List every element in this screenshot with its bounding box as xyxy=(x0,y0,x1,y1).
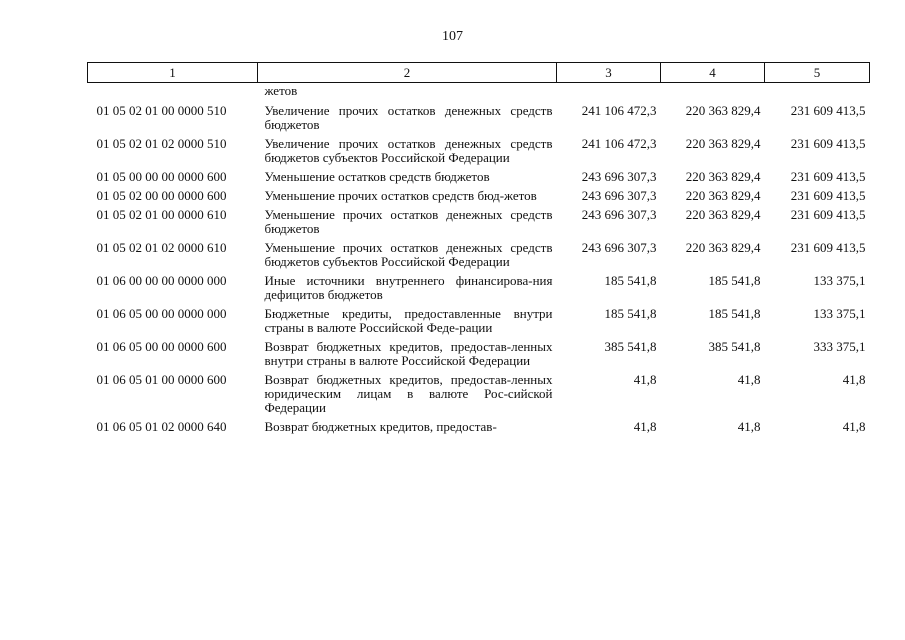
row-name: Возврат бюджетных кредитов, предостав-ленных внутри страны в валюте Российской Федерации xyxy=(264,339,553,368)
budget-sources-table xyxy=(87,62,870,439)
row-value-5: 333 375,1 xyxy=(813,339,866,354)
row-value-4: 220 363 829,4 xyxy=(685,169,761,184)
row-value-3: 185 541,8 xyxy=(604,306,657,321)
row-value-4: 385 541,8 xyxy=(708,339,761,354)
table-row xyxy=(88,274,870,307)
row-name: Уменьшение остатков средств бюджетов xyxy=(264,169,490,184)
row-code: 01 06 00 00 00 0000 000 xyxy=(96,273,227,288)
row-value-5: 133 375,1 xyxy=(813,306,866,321)
row-value-5: 231 609 413,5 xyxy=(790,136,866,151)
row-name: Возврат бюджетных кредитов, предостав-ленных юридическим лицам в валюте Рос-сийской Федерации xyxy=(264,372,553,415)
row-value-3: 243 696 307,3 xyxy=(581,169,657,184)
table-row xyxy=(88,241,870,274)
column-header-5: 5 xyxy=(765,63,870,83)
row-value-4: 41,8 xyxy=(737,372,761,387)
row-name: Увеличение прочих остатков денежных средств бюджетов субъектов Российской Федерации xyxy=(264,136,553,165)
row-value-4: 220 363 829,4 xyxy=(685,240,761,255)
table-row xyxy=(88,189,870,208)
row-code: 01 06 05 00 00 0000 000 xyxy=(96,306,227,321)
row-code: 01 06 05 00 00 0000 600 xyxy=(96,339,227,354)
row-value-3: 243 696 307,3 xyxy=(581,188,657,203)
row-name: Иные источники внутреннего финансирова-ния дефицитов бюджетов xyxy=(264,273,553,302)
row-code: 01 05 02 01 00 0000 510 xyxy=(96,103,227,118)
continuation-cell-5 xyxy=(765,83,870,105)
row-name: Возврат бюджетных кредитов, предостав- xyxy=(264,419,497,434)
column-header-2: 2 xyxy=(258,63,557,83)
row-name: Бюджетные кредиты, предоставленные внутри страны в валюте Российской Феде-рации xyxy=(264,306,553,335)
row-value-5: 231 609 413,5 xyxy=(790,188,866,203)
row-value-5: 41,8 xyxy=(842,372,866,387)
table-row xyxy=(88,104,870,137)
table-header xyxy=(88,63,870,83)
column-header-1: 1 xyxy=(88,63,258,83)
row-code: 01 06 05 01 00 0000 600 xyxy=(96,372,227,387)
row-name: Увеличение прочих остатков денежных средств бюджетов xyxy=(264,103,553,132)
continuation-text: жетов xyxy=(264,83,298,98)
row-value-4: 41,8 xyxy=(737,419,761,434)
row-value-5: 231 609 413,5 xyxy=(790,240,866,255)
row-value-3: 241 106 472,3 xyxy=(581,103,657,118)
row-value-3: 241 106 472,3 xyxy=(581,136,657,151)
row-value-5: 231 609 413,5 xyxy=(790,207,866,222)
table-row xyxy=(88,373,870,420)
row-value-5: 231 609 413,5 xyxy=(790,169,866,184)
column-header-3: 3 xyxy=(557,63,661,83)
row-code: 01 06 05 01 02 0000 640 xyxy=(96,419,227,434)
row-name: Уменьшение прочих остатков денежных средств бюджетов субъектов Российской Федерации xyxy=(264,240,553,269)
row-value-3: 243 696 307,3 xyxy=(581,240,657,255)
row-value-5: 41,8 xyxy=(842,419,866,434)
row-code: 01 05 02 01 02 0000 510 xyxy=(96,136,227,151)
row-value-4: 220 363 829,4 xyxy=(685,207,761,222)
row-value-3: 41,8 xyxy=(633,372,657,387)
continuation-row xyxy=(88,83,870,105)
continuation-cell-4 xyxy=(661,83,765,105)
continuation-cell-3 xyxy=(557,83,661,105)
page-number: 107 xyxy=(442,29,463,44)
table-row xyxy=(88,307,870,340)
header-row xyxy=(88,63,870,83)
table-row xyxy=(88,420,870,439)
row-value-4: 185 541,8 xyxy=(708,273,761,288)
row-code: 01 05 00 00 00 0000 600 xyxy=(96,169,227,184)
row-value-3: 185 541,8 xyxy=(604,273,657,288)
row-value-4: 185 541,8 xyxy=(708,306,761,321)
table-row xyxy=(88,137,870,170)
column-header-4: 4 xyxy=(661,63,765,83)
table-row xyxy=(88,208,870,241)
row-code: 01 05 02 00 00 0000 600 xyxy=(96,188,227,203)
table-row xyxy=(88,340,870,373)
row-value-5: 231 609 413,5 xyxy=(790,103,866,118)
table-row xyxy=(88,170,870,189)
continuation-code-cell xyxy=(88,83,258,105)
row-code: 01 05 02 01 00 0000 610 xyxy=(96,207,227,222)
row-value-5: 133 375,1 xyxy=(813,273,866,288)
row-value-3: 385 541,8 xyxy=(604,339,657,354)
row-value-3: 243 696 307,3 xyxy=(581,207,657,222)
table-body xyxy=(88,83,870,440)
row-value-3: 41,8 xyxy=(633,419,657,434)
row-name: Уменьшение прочих остатков средств бюд-жетов xyxy=(264,188,537,203)
row-value-4: 220 363 829,4 xyxy=(685,103,761,118)
row-value-4: 220 363 829,4 xyxy=(685,188,761,203)
row-value-4: 220 363 829,4 xyxy=(685,136,761,151)
row-code: 01 05 02 01 02 0000 610 xyxy=(96,240,227,255)
row-name: Уменьшение прочих остатков денежных средств бюджетов xyxy=(264,207,553,236)
